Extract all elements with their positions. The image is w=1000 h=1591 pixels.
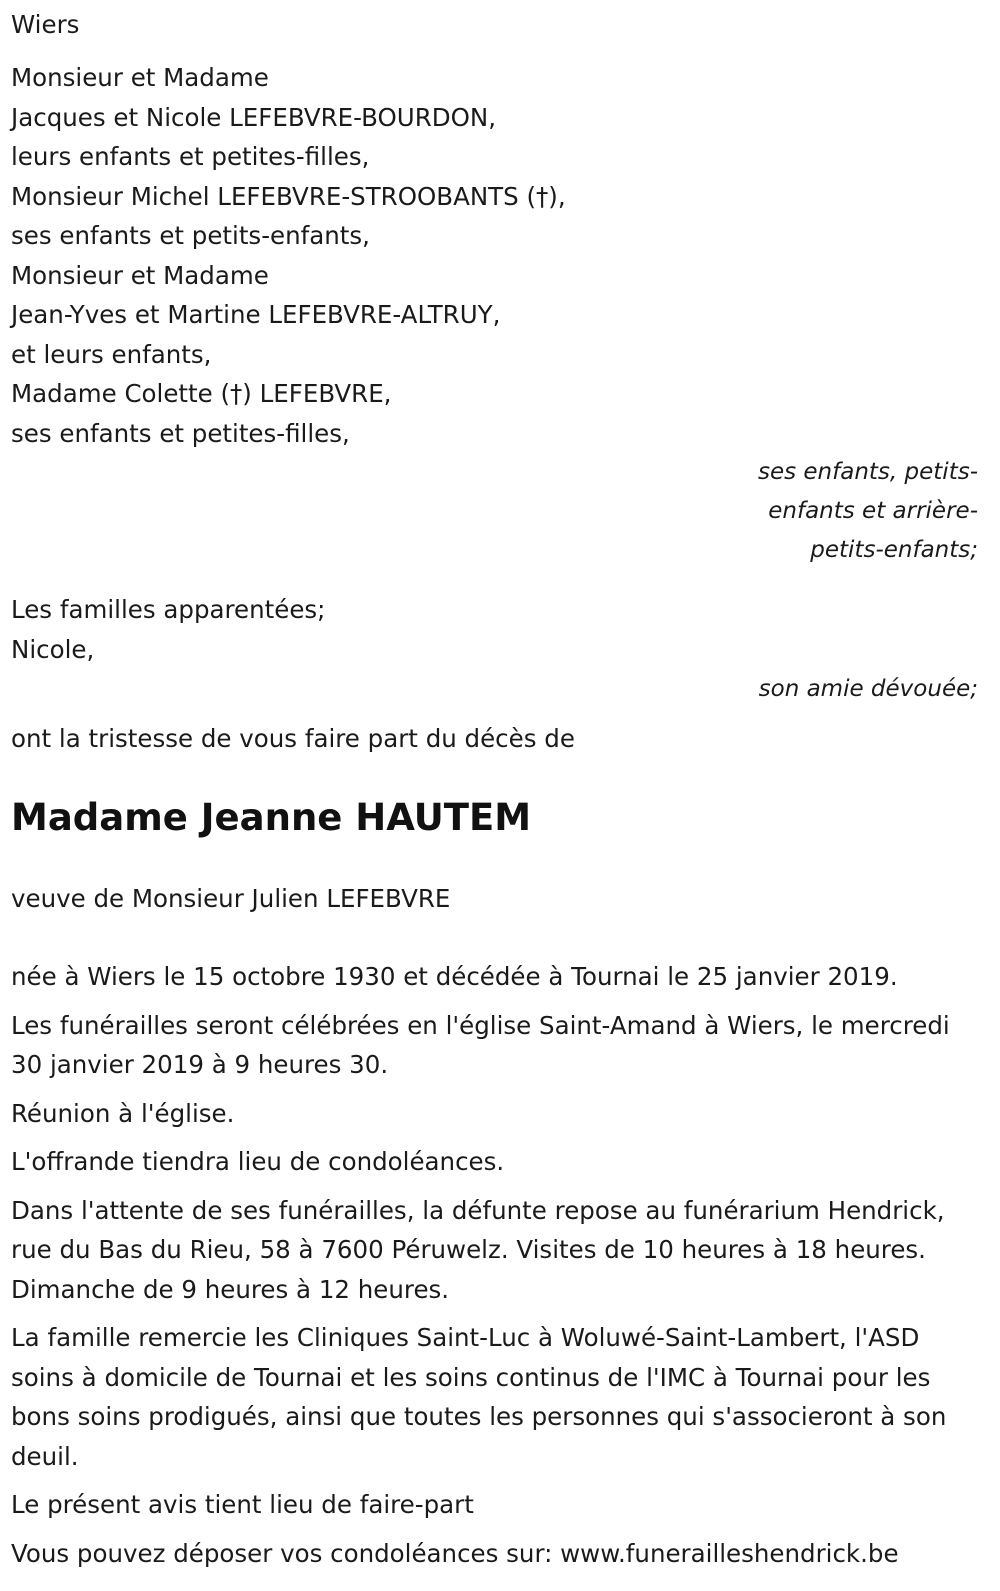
offering-paragraph: L'offrande tiendra lieu de condoléances. xyxy=(11,1147,505,1176)
relatives-line: Les familles apparentées; xyxy=(11,595,326,624)
family-line: ses enfants et petits-enfants, xyxy=(11,221,370,250)
family-line: ses enfants et petites-filles, xyxy=(11,418,350,448)
notice-paragraph: Le présent avis tient lieu de faire-part xyxy=(11,1490,474,1519)
family-line: leurs enfants et petites-filles, xyxy=(11,142,370,171)
thanks-paragraph: La famille remercie les Cliniques Saint-Luc à Woluwé-Saint-Lambert, l'ASD soins à domicile de Tournai et les soins continus de l'IMC à Tournai pour les bons soins prodigués, ainsi que toutes les personnes qui s'associeront à son deuil. xyxy=(11,1323,947,1471)
funerarium-paragraph: Dans l'attente de ses funérailles, la défunte repose au funérarium Hendrick, rue du Bas du Rieu, 58 à 7600 Péruwelz. Visites de 10 heures à 18 heures. Dimanche de 9 heures à 12 heures. xyxy=(11,1195,945,1304)
widow-of: veuve de Monsieur Julien LEFEBVRE xyxy=(11,884,451,913)
family-line: Monsieur et Madame xyxy=(11,63,269,92)
family-line: Monsieur Michel LEFEBVRE-STROOBANTS (†), xyxy=(11,181,566,211)
family-list xyxy=(11,58,978,453)
birth-death-paragraph: née à Wiers le 15 octobre 1930 et décédée à Tournai le 25 janvier 2019. xyxy=(11,962,898,991)
family-line: et leurs enfants, xyxy=(11,339,212,369)
announcement: ont la tristesse de vous faire part du décès de xyxy=(11,724,575,753)
meeting-paragraph: Réunion à l'église. xyxy=(11,1098,235,1128)
friend-line: Nicole, xyxy=(11,634,95,664)
family-line: Jean-Yves et Martine LEFEBVRE-ALTRUY, xyxy=(11,300,501,329)
funeral-paragraph: Les funérailles seront célébrées en l'église Saint-Amand à Wiers, le mercredi 30 janvier 2019 à 9 heures 30. xyxy=(11,1010,950,1079)
descendants-note: ses enfants, petits-enfants et arrière-petits-enfants; xyxy=(757,459,978,563)
notice-location: Wiers xyxy=(11,10,80,39)
deceased-name: Madame Jeanne HAUTEM xyxy=(11,796,532,839)
condolences-paragraph: Vous pouvez déposer vos condoléances sur: www.funerailleshendrick.be xyxy=(11,1538,899,1568)
friend-note: son amie dévouée; xyxy=(758,676,978,702)
family-line: Madame Colette (†) LEFEBVRE, xyxy=(11,379,392,408)
family-line: Jacques et Nicole LEFEBVRE-BOURDON, xyxy=(11,102,497,132)
family-line: Monsieur et Madame xyxy=(11,260,269,290)
